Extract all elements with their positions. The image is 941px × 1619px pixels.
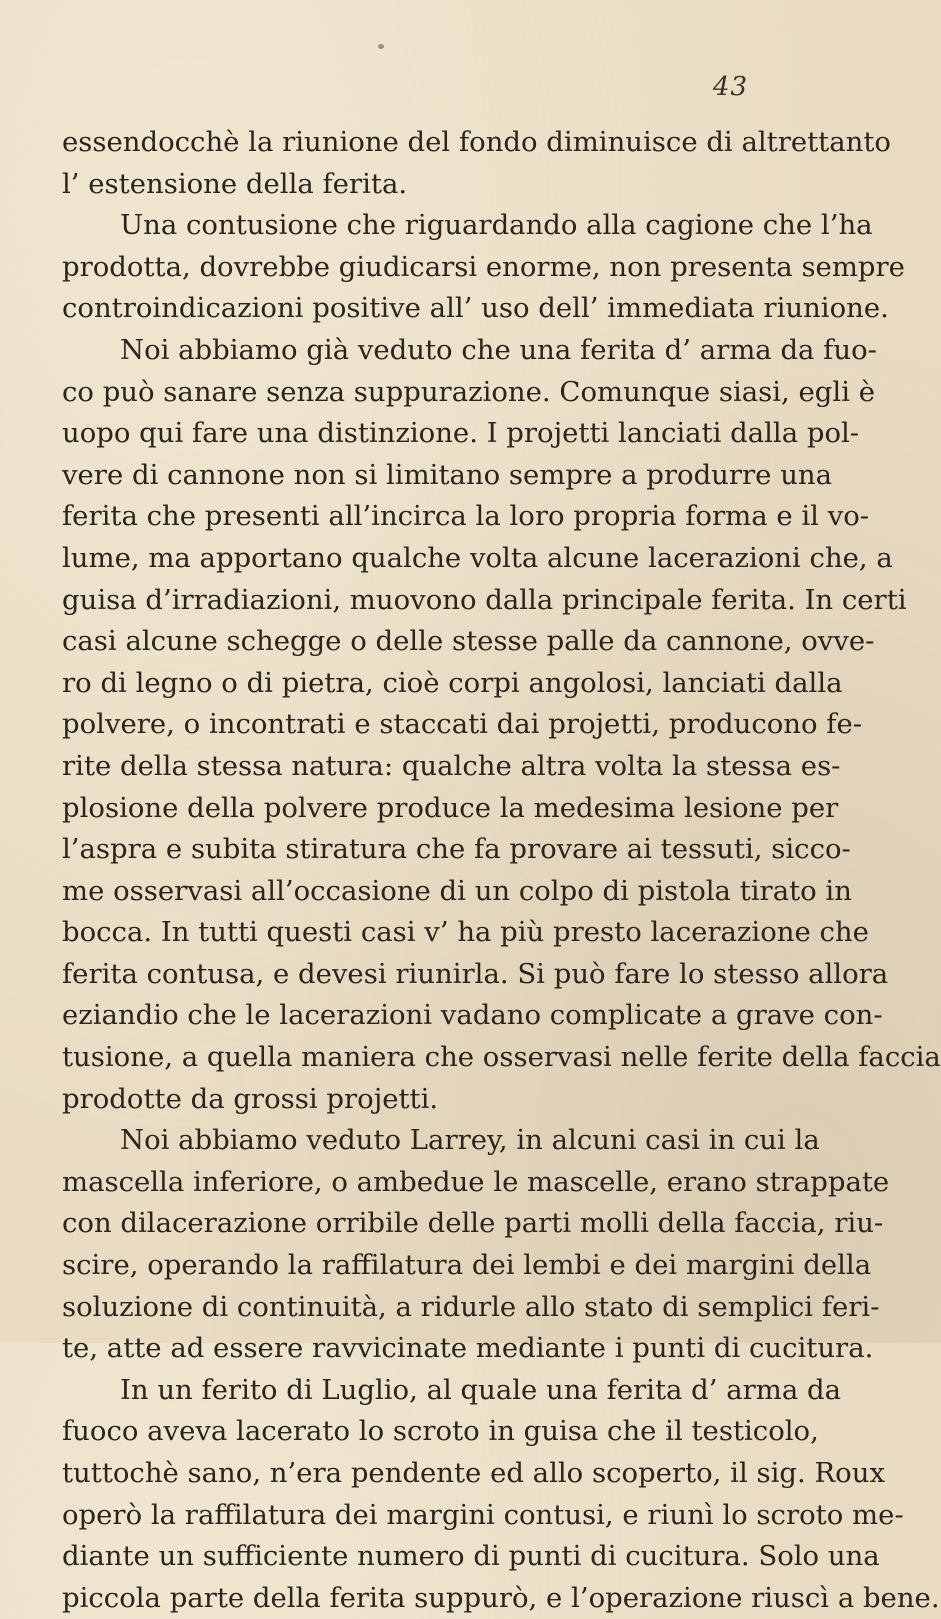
text-line: plosione della polvere produce la medesima lesione per [62,791,839,824]
text-line: ro di legno o di pietra, cioè corpi angolosi, lanciati dalla [62,666,843,699]
text-line: rite della stessa natura: qualche altra volta la stessa es- [62,749,841,782]
text-line: vere di cannone non si limitano sempre a produrre una [62,458,833,491]
text-line: con dilacerazione orribile delle parti molli della faccia, riu- [62,1207,884,1240]
text-line: mascella inferiore, o ambedue le mascelle, erano strappate [62,1165,890,1198]
text-line: co può sanare senza suppurazione. Comunque siasi, egli è [62,375,876,408]
ink-speck [378,44,384,49]
text-line: prodotte da grossi projetti. [62,1082,439,1115]
text-line: In un ferito di Luglio, al quale una ferita d’ arma da [120,1373,842,1406]
text-line: uopo qui fare una distinzione. I projetti lanciati dalla pol- [62,417,860,450]
text-line: Una contusione che riguardando alla cagione che l’ha [120,209,873,242]
text-line: diante un sufficiente numero di punti di cucitura. Solo una [62,1540,880,1573]
text-line: lume, ma apportano qualche volta alcune lacerazioni che, a [62,541,893,574]
text-line: polvere, o incontrati e staccati dai projetti, producono fe- [62,708,863,741]
text-line: tuttochè sano, n’era pendente ed allo scoperto, il sig. Roux [62,1457,885,1489]
page-number: 43 [712,72,748,102]
text-line: fuoco aveva lacerato lo scroto in guisa che il testicolo, [62,1415,819,1448]
text-line: ferita contusa, e devesi riunirla. Si può fare lo stesso allora [62,957,889,990]
body-text [62,122,941,1619]
text-line: l’aspra e subita stiratura che fa provare ai tessuti, sicco- [62,833,851,866]
text-line: guisa d’irradiazioni, muovono dalla principale ferita. In certi [62,583,907,616]
text-line: me osservasi all’occasione di un colpo di pistola tirato in [62,874,852,907]
text-line: Noi abbiamo veduto Larrey, in alcuni casi in cui la [120,1124,820,1157]
text-line: Noi abbiamo già veduto che una ferita d’ arma da fuo- [120,333,877,366]
text-line: soluzione di continuità, a ridurle allo stato di semplici feri- [62,1290,880,1323]
text-line: bocca. In tutti questi casi v’ ha più presto lacerazione che [62,916,869,949]
text-line: piccola parte della ferita suppurò, e l’operazione riuscì a bene. [62,1581,940,1614]
text-line: prodotta, dovrebbe giudicarsi enorme, non presenta sempre [62,250,905,283]
text-line: essendocchè la riunione del fondo diminuisce di altrettanto [62,126,891,158]
text-line: eziandio che le lacerazioni vadano complicate a grave con- [62,999,883,1032]
text-line: te, atte ad essere ravvicinate mediante i punti di cucitura. [62,1332,874,1365]
text-line: ferita che presenti all’incirca la loro propria forma e il vo- [62,500,870,533]
text-line: scire, operando la raffilatura dei lembi e dei margini della [62,1249,872,1282]
text-line: controindicazioni positive all’ uso dell’ immediata riunione. [62,292,889,325]
text-line: casi alcune schegge o delle stesse palle da cannone, ovve- [62,625,875,658]
text-line: operò la raffilatura dei margini contusi, e riunì lo scroto me- [62,1498,904,1531]
text-line: l’ estensione della ferita. [62,167,408,200]
text-line: tusione, a quella maniera che osservasi nelle ferite della faccia [62,1041,941,1074]
